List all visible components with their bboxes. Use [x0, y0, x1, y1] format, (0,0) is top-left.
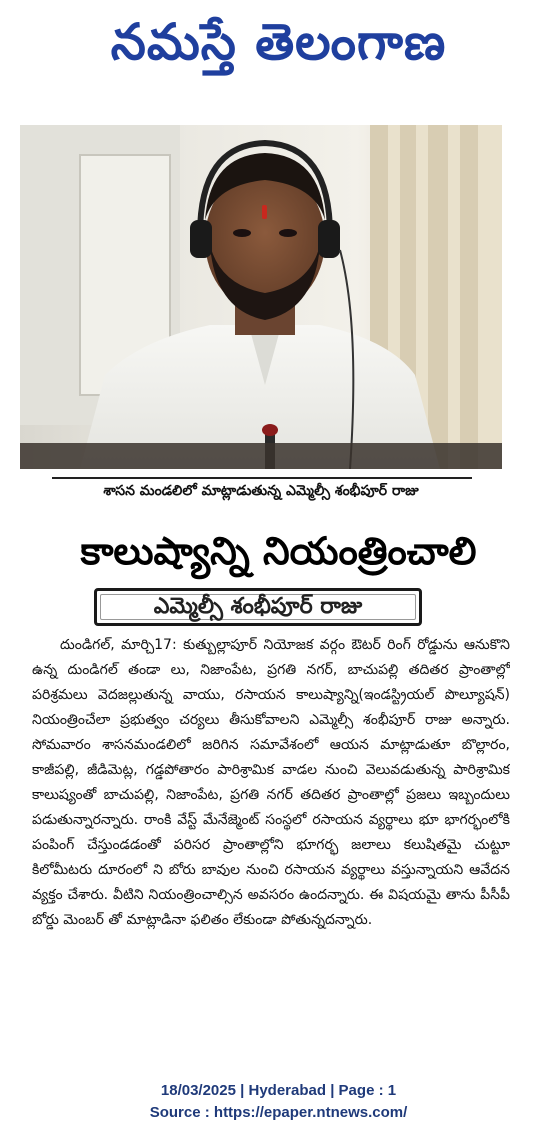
article-headline: కాలుష్యాన్ని నియంత్రించాలి — [80, 529, 477, 573]
photo-caption: శాసన మండలిలో మాట్లాడుతున్న ఎమ్మెల్సీ శంభీపూర్ రాజు — [103, 483, 419, 499]
footer-source: Source : https://epaper.ntnews.com/ — [149, 1104, 408, 1121]
caption-rule — [52, 477, 472, 479]
footer-dateline: 18/03/2025 | Hyderabad | Page : 1 — [160, 1082, 397, 1099]
article-body: దుండిగల్, మార్చి17: కుత్బుల్లాపూర్ నియోజక వర్గం ఔటర్ రింగ్ రోడ్డును ఆనుకొని ఉన్న దుండిగల్ తండా లు, నిజాంపేట, ప్రగతి నగర్, బాచుపల్లి తదితర ప్రాంతాల్లో పరిశ్రమలు వెదజల్లుతున్న వాయు, రసాయన కాలుష్యాన్ని(ఇండస్ట్రియల్ పొల్యూషన్) నియంత్రించేలా ప్రభుత్వం చర్యలు తీసుకోవాలని ఎమ్మెల్సీ శంభీపూర్ రాజు అన్నారు. సోమవారం శాసనమండలిలో జరిగిన సమావేశంలో ఆయన మాట్లాడుతూ బొల్లారం, కాజీపల్లి, జీడిమెట్ల, గడ్డపోతారం పారిశ్రామిక వాడల నుంచి వెలువడుతున్న పారిశ్రామిక కాలుష్యంతో బాచుపల్లి, నిజాంపేట, ప్రగతి నగర్ తదితర ప్రాంతాల్లో ప్రజలు ఇబ్బందులు పడుతున్నారన్నారు. రాంకి వేస్ట్ మేనేజ్మెంట్ సంస్థలో రసాయన వ్యర్థాలు భూ భాగర్భంలోకి పంపింగ్ చేస్తుండడంతో పరిసర ప్రాంతాల్లోని భూగర్భ జలాలు కలుషితమై చుట్టూ కిలోమీటరు దూరంలో ని బోరు బావుల నుంచి రసాయన వ్యర్థాలు వస్తున్నాయని ఆవేదన వ్యక్తం చేశారు. వీటిని నియంత్రించాల్సిన అవసరం ఉందన్నారు. ఈ విషయమై తాను పీసీపీ బోర్డు మెంబర్ తో మాట్లాడినా ఫలితం లేకుండా పోతున్నదన్నారు. — [32, 637, 510, 928]
photo-illustration — [20, 125, 502, 469]
article-photo — [20, 125, 502, 469]
subheadline-box — [94, 588, 422, 626]
article-subheadline: ఎమ్మెల్సీ శంభీపూర్ రాజు — [153, 594, 363, 619]
masthead-title: నమస్తే తెలంగాణ — [110, 13, 447, 71]
